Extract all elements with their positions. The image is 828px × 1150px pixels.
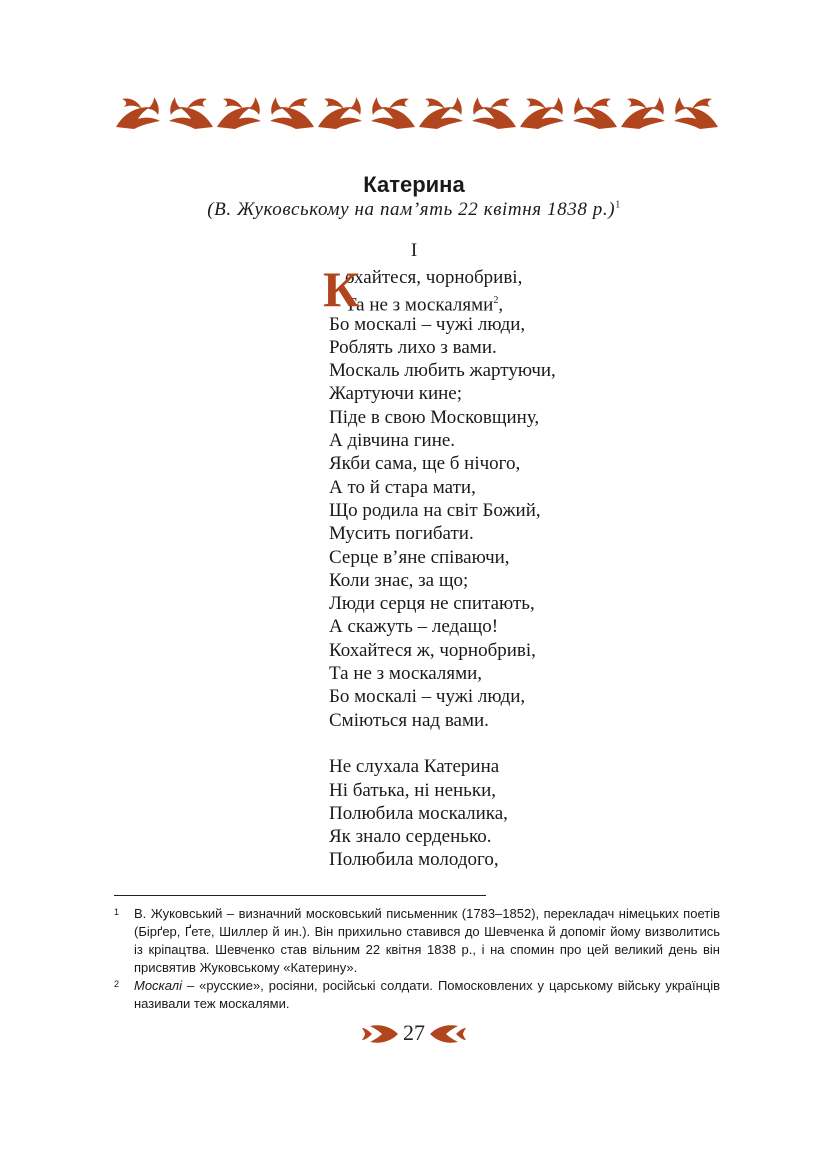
- poem-line: А то й стара мати,: [329, 476, 476, 498]
- poem-line: А дівчина гине.: [329, 430, 456, 452]
- footnote-text: В. Жуковський – визначний московський письменник (1783–1852), перекладач німецьких поетів (Бірґер, Ґете, Шиллер й ин.). Він прихильно ставився до Шевченка й допоміг йому визволитись із кріпацтва. Шевченко став вільним 22 квітня 1838 р., і на спомин про цей великий день він присвятив Жуковському «Катерину».: [134, 906, 720, 975]
- poem-line: Бо москалі – чужі люди,: [329, 686, 526, 708]
- poem-line: Піде в свою Московщину,: [329, 406, 540, 428]
- poem-body: [323, 261, 556, 872]
- stanza-gap: [329, 732, 556, 755]
- footnote-1: [114, 905, 720, 977]
- poem-line: Як знало серденько.: [329, 826, 492, 848]
- page-number: 27: [403, 1020, 425, 1045]
- stanza-2: [329, 755, 556, 871]
- poem-line: Жартуючи кине;: [329, 383, 463, 405]
- footnotes: [114, 905, 720, 1013]
- poem-line: Бо москалі – чужі люди,: [329, 313, 526, 335]
- footnote-mark: 1: [114, 907, 120, 917]
- poem-line: Полюбила молодого,: [329, 849, 499, 871]
- leaf-ornament-right-icon: [430, 1022, 466, 1046]
- poem-line: Коли знає, за що;: [329, 569, 469, 591]
- poem-line: Кохайтеся ж, чорнобриві,: [329, 639, 536, 661]
- floral-border-ornament-icon: [114, 93, 720, 133]
- poem-line: Що родила на світ Божий,: [329, 499, 541, 521]
- poem-line: Ні батька, ні неньки,: [329, 779, 496, 801]
- poem-line: Роблять лихо з вами.: [329, 336, 497, 358]
- poem-line: охайтеся, чорнобриві,: [345, 267, 523, 288]
- footnote-ref-2[interactable]: 2: [493, 295, 499, 307]
- poem-line: Люди серця не спитають,: [329, 593, 535, 615]
- leaf-ornament-left-icon: [362, 1022, 398, 1046]
- stanza-1: [329, 313, 556, 732]
- poem-line: А скажуть – ледащо!: [329, 616, 499, 638]
- page-footer: [0, 1018, 828, 1050]
- poem-line-text: Та не з москалями: [345, 294, 494, 316]
- poem-line: Не слухала Катерина: [329, 756, 500, 778]
- poem-dedication: [0, 199, 828, 221]
- footnote-mark: 2: [114, 979, 120, 989]
- footnote-2: [114, 977, 720, 1013]
- section-number: І: [410, 240, 418, 261]
- drop-cap: К: [323, 261, 360, 317]
- poem-line: Мусить погибати.: [329, 523, 474, 545]
- poem-line: Серце в’яне співаючи,: [329, 546, 510, 568]
- poem-line: Та не з москалями$^2$,: [345, 294, 504, 316]
- poem-line: Сміються над вами.: [329, 709, 489, 731]
- footnote-text: – «русские», росіяни, російські солдати. Помосковлених у царському війську українців називали теж москалями.: [134, 978, 720, 1011]
- footnote-divider: [114, 895, 486, 896]
- poem-line: Якби сама, ще б нічого,: [329, 453, 521, 475]
- poem-line: Москаль любить жартуючи,: [329, 360, 556, 382]
- poem-line: Полюбила москалика,: [329, 802, 508, 824]
- poem-line: Та не з москалями,: [329, 663, 483, 685]
- footnote-ref-1[interactable]: 1: [615, 199, 621, 211]
- footnote-term: Москалі: [134, 978, 183, 993]
- dedication-text: (В. Жуковському на пам’ять 22 квітня 1838 р.): [207, 199, 616, 220]
- poem-title: Катерина: [363, 172, 465, 197]
